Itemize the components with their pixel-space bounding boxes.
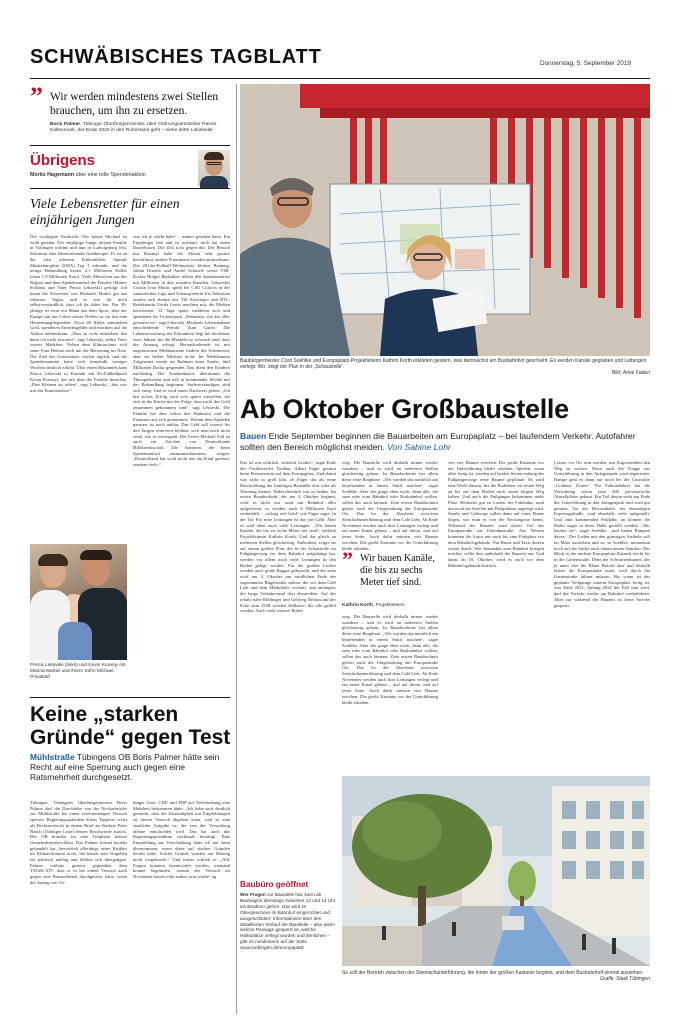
quote-rule [30, 145, 230, 146]
main-kicker: Bauen [240, 431, 267, 441]
main-photo-caption [240, 358, 650, 370]
baubuero-text [240, 892, 336, 951]
main-col2-top: weg. Die Baustelle wird deshalb immer wieder wandern – und es wird an mehreren Stellen gleichzeitig gebaut. Ist Bauabschnitte hat allein diese erste Bauphase. „Wir werden das natürlich am bestehenden in einem Stück machen“, sagte Soehlke. Aber das ginge eben nicht, denn alle, die zum oder vom Bahnhof oder Busbahnhof wollen, sollen das auch können. Zum ersten Bauabschnitt gehört auch die Umgestaltung der Europastraße Ost. Das Ist der Abschnitt zwischen Steinlachunterführung und dem Café Lieb. Ab Ende November werden auch dort Leitungen verlegt und ein neuer Kanal gebaut – mal auf dieser, mal auf jener Seite. Auch dafür müssen vier Bäume weichen. Die große Kastanie vor der Unterführung bleibt erhalten. [342, 460, 438, 551]
main-col1: Das ist was wirklich, wirklich Großes“, sagte Ende des Fachbereichs Tiefbau. Albert Füger gestern beim Pressetermin auf dem Europaplatz. Und damit war nicht so groß klar, ob Füger das als reine Beschreibung der künftigen Baustelle dort oder als Warnung meinte. Wahrscheinlich war es beides: Im ersten Bauabschnitt, der am 4. Oktober beginnt, wird es nicht nur rund um Bahnhof alles aufgerissen, es werden auch 6 Millionen Euro verbaddelt – „richtig viel Geld“ wie Füger sagte. In der Tat: Für neue Leitungen ist das viel Geld. Aber es sind eben auch viele Leitungen. „Wir bauen Kanäle, die bis zu sechs Meter tief sind“, erklärte Projektleiterin Kathrin Korth. Und das gleich an mehreren Stellen gleichzeitig. Außerdem, zeigte sie auf einem großen Plan, der in der Schaustelle im Fußgängerweg vor dem Bahnhof aufgehängt hat, werden vor allem auch viele Leitungen in den Boden gelegt werden. Für die großen Löcher werden auch große Bagger gebraucht, und der erste wird am 4. Oktober am nördlichen Ende der sogenannten Bügelstraße stehen, die vor dem Café Lieb und dem Markthalle verläuft, und anfangen, die lange Verkehrsinsel dort abzureißen. Auf der relativ nahe Böblinger und Gehweg Dechau auf der Ecke zum ZOB werden Seilkarre, die alle gefällt werden. Auch viele weitere Rohre. [240, 460, 336, 614]
uebrigens-bottom-rule [30, 697, 230, 698]
family-caption-text: Perica Lekavski (links) und Kevin Kuranyi mit Marina Martiel und ihrem Sohn Michael. [30, 663, 126, 674]
quote-top-attribution-text: , Tübinger Oberbürgermeister, über Ordnungsamtsleiter Rainer Kaltenmark, der Ende 2020 in den Ruhestand geht – siehe dritte Lokalseite [50, 122, 217, 133]
uebrigens-col1: Die wichtigste Nachricht: Der kleine Michael ist wohl gerettet. Der einjährige Junge, dessen Familie in Tübingen wohnte und nun in Ludwigsburg lebt, bekommt eine lebensrettende Gentherapie. Er ist an der sehr seltenen Erbkrankheit Spinale Muskelatrophie (SMA) Typ 1 erkrankt, und die nötige Behandlung kostet 2,1 Millionen Dollar (etwa 1,9 Millionen Euro). Viele Menschen aus der Region und dem Spendenaufruf der Familie (Mutter Svitlana und Vater Perica Lekavski) gefolgt. Ich kennt die Schwester von Michaels Mutter gut aus früheren Tagen, und es war für mich selbstverständlich, dass ich da dabei bin. Der 39-jährige ist zwar ein Mann aus dem Sport, aber der Kampf um das Leben seines Neffen ist für ihn eine Herzensangelegenheit. Etwa 40 Klubs sammelten Geld, spendeten Eintrittsgelder und machten auf die Aktion aufmerksam. „Dass so viele mitziehen, das hätte ich nicht erwartet“, sagt Lekavski, selbst Vater zweier Mädchen. Neben dem Klimaschutz sich seine Frau Helena noch um die Betreuung im Netz. Die Zahl der Unterstützer wächst täglich, und die Spendensumme hatte sich innerhalb weniger Wochen deutlich erhöht. Über einen Bekannten kam Perica Lekavski in Kontakt mit Ex-Fußballprofi Kevin Kuranyi, der mit dem die Familie besuchte. „Den Kleinen zu sehen“, sagt Lekavski, „das war mit das Emotionalste.“ [30, 234, 127, 393]
test-deck-text: Tübingens OB Boris Palmer hätte sein Recht auf eine Sperrung auch gegen eine Ratsmehrheit durchgesetzt. [30, 752, 220, 783]
column-separator [236, 84, 237, 1014]
pull-quote-role: , Projektleiterin [372, 603, 405, 608]
family-photo-caption [30, 663, 127, 681]
main-col4: Lotsen vor Ort sein werden, um Zugreisenden den Weg zu weisen. Denn auch die Treppe zur Unterführung in den Anlagenpark wird abgerissen. Rampe geht es dann nur noch bei der Gaststätte „Goldene Zeiten“. Für Fahrradfahrer hat die Verwaltung schon jetzt 600 provisorische Abstellplätze gebaut. Ein Teil davon steht am Ende der Unterführung in den Anlagenpark und wird gut genutzt. Vor der Disconthalle, der ehemaligen Expressguthalle, sind ebenfalls viele aufgestellt. Und zum kommenden Frühjahr, an können die Räder sogar in diese Halle gestellt werden. „Wir kaufen sie“, sagte Soehlke, „und bauen Rampen davor.“ Der Laden mit den günstigen Artikeln soll im März ausziehen und so, so Soehlke, momentan noch auf der Suche nach einem neuen Standort. Der Blick in die nächste Europaplatz-Zukunft reicht bis in die Gartenstraße. Denn der Schwärzentunnel, der ja unter ihre die Blaue Brücke darf und deshalb bisher die Europastraße nutzt, wird durch die Gartenstraße fahren müssen. Bis wann ist der geplante Tiefgarage unterm Europaplatz fertig ist, was Ende 2021, Anfang 2022 der Fall sein wird, darf der Verkehr wieder am Bahnhof vorbeifahren. Aber zur während der Bauzeit ist diese Strecke gesperrt. [554, 460, 650, 608]
main-col2: weg. Die Baustelle wird deshalb immer wieder wandern – und es wird an mehreren Stellen gleichzeitig gebaut. Ist Bauabschnitte hat allein diese erste Bauphase. „Wir werden das natürlich am bestehenden in einem Stück machen“, sagte Soehlke. Aber das ginge eben nicht, denn alle, die zum oder vom Bahnhof oder Busbahnhof wollen, sollen das auch können. Zum ersten Bauabschnitt gehört auch die Umgestaltung der Europastraße Ost. Das Ist der Abschnitt zwischen Steinlachunterführung und dem Café Lieb. Ab Ende November werden auch dort Leitungen verlegt und ein neuer Kanal gebaut – mal auf dieser, mal auf jener Seite. Auch dafür müssen vier Bäume weichen. Die große Kastanie vor der Unterführung bleibt erhalten. [342, 614, 438, 705]
main-photo [240, 84, 650, 356]
uebrigens-headline: Viele Lebensretter für einen einjährigen Jungen [30, 196, 180, 227]
render-image [342, 776, 650, 966]
pull-quote-attribution [342, 603, 438, 608]
family-photo [30, 544, 127, 660]
masthead-title: SCHWÄBISCHES TAGBLATT [30, 46, 322, 68]
main-headline: Ab Oktober Großbaustelle [240, 394, 569, 424]
test-col1: Tübingen. Tübingens Oberbürgermeister Boris Palmer darf die Durchfahrt von der Neckarbrücke zur Mühlstraße für einen zweimonatigen Versuch sperren. Regierungspräsident Klaus Tappeser weist als Rechtsaufsicht in einem Brief an Stadtrat Peter Bosch (Tübinger Liste) dessen Beschwerde zurück. Der OB brauche für eine Testphase keinen Gemeinderatsbeschluss. Das Palmer formal korrekt gehandelt hat, bezweifelt allerdings seine Kritiker im Klimaschutzrat nicht. Sie hatten sein Vorgehen für politisch unklug und fühlten sich übergangen. Palmer erklärte gestern gegenüber dem TAGBLATT, dass er es bei einem Versuch auch gegen eine Ratsmehrheit durchgesetzt hätte, wenn der Antrag von Tü- [30, 800, 127, 885]
uebrigens-topic: über eine tolle Spendenaktion [74, 172, 146, 178]
main-deck-text: Ende September beginnen die Bauarbeiten am Europaplatz – bei laufendem Verkehr. Autofahrer sollten den Bereich möglichst meiden. [240, 431, 636, 452]
masthead-date: Donnerstag, 5. September 2019 [540, 60, 631, 67]
main-col3: ven vier Bäume weichen. Die große Kastanie vor der Unterführung bleibt erhalten. Spielen, wenn alles fertig ist, werden auf beiden Seiten entlang der Fußgängerwege neue Bäume gepflanzt. Es wird eine Weile dauern, bis die Radfahrer im ersten Weg an bis auf dem Boden noch einen klugen Weg haben. Und auch die Fußgänger bekommen mehr Platz. Beidseits gut zu Lasten der Fahrbahn, rund um noch ein Streifen mit Parkplätzen angelegt wird. Straße und Gehwege sollen dann auf einer Ebene liegen, wie man es von der Neckargasse kennt. Während der Bauzeit wird dieser Teil der Europastraße zur Einbahnstraße: Aus Westen kommen die Autos nur noch bis zum Parkplatz vor dem Bahnhofsgebäude. Nur Busse und Taxis dürfen weiter durch. Wer Jemanden zum Bahnhof bringen möchte, sollte dies außerhalb der Bauzeit tun. Und dann, ab 10. Oktober, wird es auch vor dem Bahnhofsgebäude kritisch. [448, 460, 544, 568]
render-credit: Grafik: Stadt Tübingen [599, 976, 650, 982]
test-col2: binger Liste, CDU und FDP auf Verschiebung eine Mehrheit bekommen hätte: „Ich habe stets deutlich gemacht, dass die Zuständigkeit nur Empfehlungen zu diesen Versuch abgeben kann, weil es eine staatliche Aufgabe ist, die von der Verwaltung alleine entschieden wird. Das hat auch das Regierungspräsidium nochmals bestätigt. Eine Empfehlung zur Verschiebung hätte ich nur dann übernommen, wenn diese auf starken Gründen beruht hätte. Solche Gründe wurden am Montag nicht vorgebracht.“ Und weiter schrieb er: „Alle Fragen konnten beantwortet werden, niemand konnte begründen, warum der Versuch im November besser oder anders sein würde“ ag [133, 800, 230, 880]
quote-top-text: Wir werden mindestens zwei Stellen brauchen, um ihn zu ersetzen. [50, 91, 219, 117]
main-photo-scene [240, 84, 650, 356]
main-deck [240, 431, 650, 453]
main-byline: Von Sabine Lohr [384, 441, 451, 452]
test-kicker: Mühlstraße [30, 752, 75, 762]
quote-mark-icon: ” [30, 82, 43, 111]
test-headline: Keine „starken Gründe“ gegen Test [30, 703, 231, 749]
uebrigens-author-line [30, 172, 146, 178]
baubuero-title: Baubüro geöffnet [240, 880, 309, 889]
quote-top-author: Boris Palmer [50, 122, 81, 127]
quote-top-attribution [50, 122, 230, 134]
test-deck [30, 752, 230, 783]
masthead-rule [30, 78, 650, 79]
baubuero-lead: Wer Fragen [240, 892, 266, 897]
family-photo-credit: Privatbild [30, 675, 50, 680]
baubuero-box [240, 880, 336, 1010]
pull-quote-author: Kathrin Korth [342, 603, 373, 608]
pull-quote-mark-icon: ” [342, 547, 353, 572]
baubuero-body: zur Baustelle hat, kann ab Baubeginn dienstags zwischen 13 und 14 Uhr ins Baubüro gehen. Das wird im Obergeschoss im Bahnhof eingerichtet und ausgeschildert. Informationen über den detaillierten Verlauf der Baustelle – also wann welche Passage gesperrt ist, welche Halteplätze verlegt wurden und ähnliches – gibt es mindestens auf der Seite www.tuebingen.de/europaplatz [240, 892, 336, 951]
uebrigens-author: Moritz Hagemann [30, 172, 75, 178]
render-caption-text: So soll der Bereich zwischen der Steinlachunterführung, die hinter der großen Kastanie beginnt, und dem Busbahnhof einmal aussehen. [342, 970, 644, 976]
pull-quote-text: Wir bauen Kanäle, die bis zu sechs Meter tief sind. [360, 553, 435, 588]
uebrigens-col2: was ich je erlebt habe“ – immer gesehen hatte. Ein Einjähriger lebt und ist wohlauf, doch hat einen Dauerbusen. Die Zeit tickt gegen ihn. Der Besuch mit Kuranyi habe die Aktion sehr positiv beeinflusst, andere Prominente wurden aufmerksam: Die 2014er-Fußball-Weltmeister Jérôme Boateng, Julian Draxler und André Schürrle sowie VfB-Kicker Holger Badstuber teilten den Spendenaufruf mit Millionen in den sozialen Kanälen. Lekavskis Cousin Ivan Martic spielt bei CSU Craiova in der rumänischen Liga und Schauspielerin Iris Sebastian setzten sich ebenso ein. Till Schweiger und RTL-Redakteurin Gerda Lewis machten mit, die Medien berichteten. 14 Tage später meldeten sich und spendeten für Tscherepack „Wahnsinn, wie das alles gelaufen ist“, sagt Lekavski. Michaels Lebensnahme entscheidende Wende: Zum Guten. Die Lebenserwartung der Erkrankten liegt bei höchstens zwei Jahren, bis die Muskeln so schwach sind, dass die Atmung erliegt. Herausfordernde ist mit zugelassenen Medikamente lindern die Schmerzen, aber sie heilen Michael nicht. Im Medikament Zolgensma wurde im Rahmen einer Studie, fünf Millionen Dollar gespendet. Das dient den Kindern nachhaltig. Die Krankenkasse übernimmt die Therapiekosten und will in kommender Woche mit der Behandlung beginnen. Sachverständigen sind sich einig. Und es wird einen Nachweis geben: „Ich bin sicher, Erfolg wird sich später einstellen, bis sich in der Küche mit der Folge, dass nicht das Geld zusammen gekommen sind“, sagt Lekavski. Die Familie hat aber schon den Banksnot und die Finanzen auf sich genommen. Warum dem Spenden pausiert ist noch unklar. Das Geld soll vorerst für den Jungen reserviert bleiben, weil man noch nicht weiß, wie es weitergeht. Der Leiter Michael Fall ist auch ein Zeichen von Deutschlands Hilfsbereitschaft. Die Summen, die beim Spendenaufruf zusammenkommen, zeigen: „Deutschland hat wohl nicht nur ein Kind gerettet, sondern viele.“ [133, 234, 230, 468]
uebrigens-label: Übrigens [30, 152, 96, 169]
main-photo-credit: Bild: Anne Faden [611, 370, 650, 376]
main-caption-text: Baubürgermeister Cord Soehlke und Europaplatz-Projektleiterin Kathrin Korth erklärten gestern, was demnächst am Busbahnhof geschieht. Es werden Kanäle gegraben und Leitungen verlegt. Wo, zeigt der Plan in der „Schaustelle“. [240, 358, 647, 370]
author-portrait [198, 150, 230, 186]
uebrigens-rule [30, 188, 230, 189]
render-scene [342, 776, 650, 966]
